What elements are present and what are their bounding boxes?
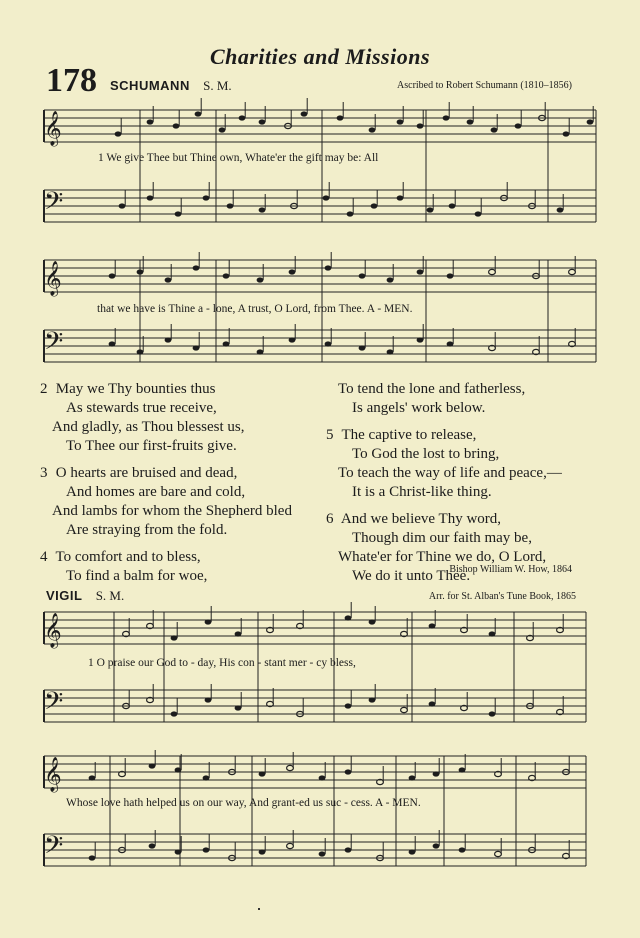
- stanza-line: To Thee our first-fruits give.: [66, 438, 237, 454]
- note-head: [175, 767, 182, 772]
- tune-header-vigil: [46, 588, 124, 604]
- tune-name-vigil: VIGIL: [46, 588, 83, 603]
- note-head: [359, 345, 366, 350]
- note-head: [205, 697, 212, 702]
- note-head: [325, 265, 332, 270]
- clef-symbol: 𝄞: [44, 613, 62, 648]
- stanza-column-right: [326, 380, 562, 594]
- note-head: [417, 269, 424, 274]
- note-head: [203, 195, 210, 200]
- note-head: [401, 707, 408, 712]
- note-head: [109, 341, 116, 346]
- stanza-line: It is a Christ-like thing.: [352, 484, 492, 500]
- note-head: [347, 211, 354, 216]
- stanza-column-left: [40, 380, 292, 594]
- stanza-line: As stewards true receive,: [66, 400, 217, 416]
- note-head: [235, 705, 242, 710]
- note-head: [259, 849, 266, 854]
- stanza-number: 3: [40, 465, 48, 481]
- vigil-lyric-line-2: Whose love hath helped us on our way, And grant-ed us suc - cess. A - MEN.: [66, 797, 421, 809]
- note-head: [171, 635, 178, 640]
- note-head: [475, 211, 482, 216]
- note-head: [259, 771, 266, 776]
- note-head: [239, 115, 246, 120]
- note-head: [149, 763, 156, 768]
- stanza-line: To teach the way of life and peace,—: [338, 465, 562, 481]
- note-head: [137, 349, 144, 354]
- note-head: [289, 269, 296, 274]
- vigil-lyric-line-1: 1 O praise our God to - day, His con - stant mer - cy bless,: [88, 657, 356, 669]
- note-head: [409, 775, 416, 780]
- note-head: [287, 843, 294, 848]
- note-head: [257, 349, 264, 354]
- stanza-line: And homes are bare and cold,: [66, 484, 246, 500]
- note-head: [387, 349, 394, 354]
- note-head: [109, 273, 116, 278]
- note-head: [345, 847, 352, 852]
- note-head: [429, 623, 436, 628]
- note-head: [203, 775, 210, 780]
- note-head: [397, 119, 404, 124]
- note-head: [467, 119, 474, 124]
- stanza-text: To comfort and to bless,: [52, 549, 201, 565]
- stanza: [40, 464, 292, 540]
- note-head: [173, 123, 180, 128]
- note-head: [489, 269, 496, 274]
- note-head: [433, 771, 440, 776]
- note-head: [449, 203, 456, 208]
- stanza-line: To find a balm for woe,: [66, 568, 208, 584]
- stanza: [326, 426, 562, 502]
- page-mark: [258, 908, 260, 910]
- note-head: [287, 765, 294, 770]
- note-head: [227, 203, 234, 208]
- note-head: [397, 195, 404, 200]
- stanza-line: To tend the lone and fatherless,: [338, 381, 526, 397]
- note-head: [171, 711, 178, 716]
- stanza-line: [326, 426, 562, 445]
- note-head: [193, 265, 200, 270]
- note-head: [301, 111, 308, 116]
- stanza-line: [40, 548, 292, 567]
- note-head: [89, 775, 96, 780]
- note-head: [259, 119, 266, 124]
- note-head: [195, 111, 202, 116]
- note-head: [165, 277, 172, 282]
- note-head: [369, 619, 376, 624]
- note-head: [447, 341, 454, 346]
- note-head: [417, 337, 424, 342]
- note-head: [119, 203, 126, 208]
- note-head: [345, 615, 352, 620]
- note-head: [489, 711, 496, 716]
- tune-name: SCHUMANN: [110, 78, 190, 93]
- note-head: [587, 119, 594, 124]
- stanza-number: 5: [326, 427, 334, 443]
- clef-symbol: 𝄢: [44, 187, 64, 222]
- note-head: [345, 703, 352, 708]
- note-head: [115, 131, 122, 136]
- note-head: [319, 851, 326, 856]
- note-head: [205, 619, 212, 624]
- stanza: [40, 380, 292, 456]
- note-head: [443, 115, 450, 120]
- note-head: [147, 195, 154, 200]
- section-title: Charities and Missions: [209, 44, 431, 69]
- clef-symbol: 𝄞: [44, 111, 62, 146]
- note-head: [257, 277, 264, 282]
- clef-symbol: 𝄢: [44, 327, 64, 362]
- stanza-line: [326, 510, 562, 529]
- note-head: [235, 631, 242, 636]
- note-head: [175, 211, 182, 216]
- note-head: [371, 203, 378, 208]
- note-head: [447, 273, 454, 278]
- stanza-line: And lambs for whom the Shepherd bled: [52, 503, 292, 519]
- stanza-line: Are straying from the fold.: [66, 522, 228, 538]
- clef-symbol: 𝄢: [44, 831, 64, 866]
- tune-meter: S. M.: [203, 78, 232, 93]
- note-head: [223, 273, 230, 278]
- note-head: [409, 849, 416, 854]
- hymn-author: Bishop William W. How, 1864: [449, 564, 572, 575]
- stanza-line: Though dim our faith may be,: [352, 530, 532, 546]
- note-head: [147, 119, 154, 124]
- tune-meter-vigil: S. M.: [95, 588, 125, 603]
- note-head: [193, 345, 200, 350]
- stanza-line: Whate'er for Thine we do, O Lord,: [338, 549, 547, 565]
- stanza-text: And we believe Thy word,: [338, 511, 502, 527]
- note-head: [459, 767, 466, 772]
- note-head: [417, 123, 424, 128]
- note-head: [359, 273, 366, 278]
- note-head: [337, 115, 344, 120]
- lyric-line-1: 1 We give Thee but Thine own, Whate'er the gift may be: All: [98, 152, 379, 164]
- note-head: [459, 847, 466, 852]
- stanza-line: To God the lost to bring,: [352, 446, 500, 462]
- stanza-line: Is angels' work below.: [352, 400, 486, 416]
- stanza-text: May we Thy bounties thus: [52, 381, 216, 397]
- stanza-line: [40, 464, 292, 483]
- note-head: [89, 855, 96, 860]
- stanza-line: We do it unto Thee.: [352, 568, 471, 584]
- clef-symbol: 𝄞: [44, 757, 62, 792]
- note-head: [557, 207, 564, 212]
- note-head: [369, 127, 376, 132]
- note-head: [323, 195, 330, 200]
- note-head: [369, 697, 376, 702]
- lyric-line-2: that we have is Thine a - lone, A trust, O Lord, from Thee. A - MEN.: [97, 303, 413, 315]
- clef-symbol: 𝄢: [44, 687, 64, 722]
- stanza-number: 2: [40, 381, 48, 397]
- note-head: [563, 131, 570, 136]
- note-head: [203, 847, 210, 852]
- note-head: [387, 277, 394, 282]
- stanza-line: [40, 380, 292, 399]
- tune-credit-vigil: Arr. for St. Alban's Tune Book, 1865: [428, 591, 576, 602]
- stanza: [326, 380, 562, 418]
- stanza: [40, 548, 292, 586]
- note-head: [137, 269, 144, 274]
- note-head: [427, 207, 434, 212]
- note-head: [219, 127, 226, 132]
- note-head: [259, 207, 266, 212]
- note-head: [491, 127, 498, 132]
- note-head: [223, 341, 230, 346]
- note-head: [289, 337, 296, 342]
- note-head: [489, 631, 496, 636]
- note-head: [345, 769, 352, 774]
- note-head: [495, 851, 502, 856]
- stanza-text: O hearts are bruised and dead,: [52, 465, 238, 481]
- stanza-text: The captive to release,: [338, 427, 477, 443]
- note-head: [569, 269, 576, 274]
- note-head: [319, 775, 326, 780]
- note-head: [325, 341, 332, 346]
- note-head: [175, 849, 182, 854]
- stanza-line: And gladly, as Thou blessest us,: [52, 419, 245, 435]
- hymn-number: 178: [46, 62, 97, 99]
- note-head: [429, 701, 436, 706]
- stanza-number: 6: [326, 511, 334, 527]
- note-head: [515, 123, 522, 128]
- note-head: [433, 843, 440, 848]
- tune-credit: Ascribed to Robert Schumann (1810–1856): [397, 80, 572, 91]
- note-head: [149, 843, 156, 848]
- clef-symbol: 𝄞: [44, 261, 62, 296]
- stanza-number: 4: [40, 549, 48, 565]
- note-head: [165, 337, 172, 342]
